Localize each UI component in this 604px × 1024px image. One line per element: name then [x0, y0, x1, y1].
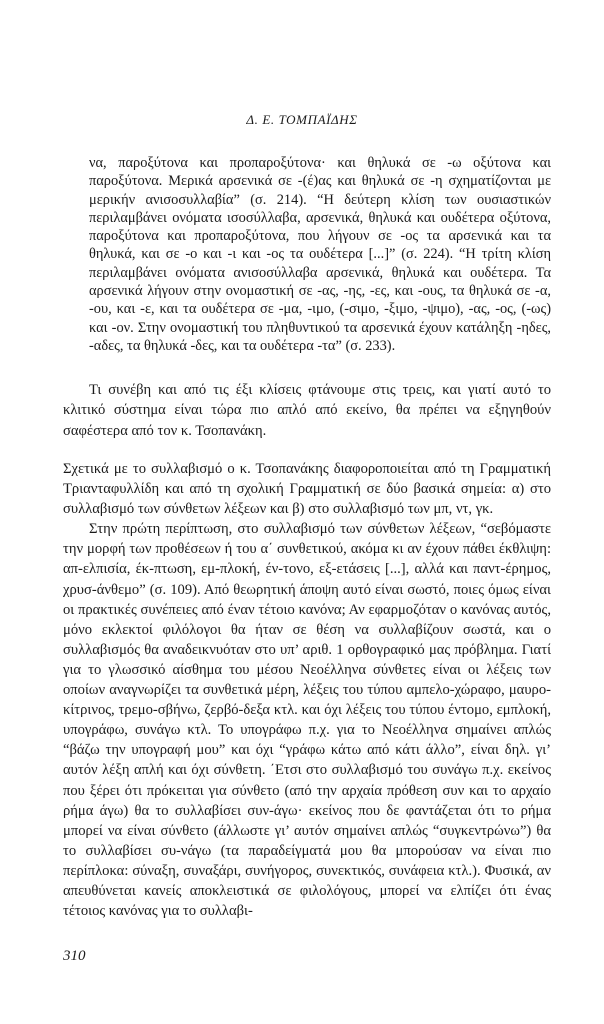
body-text-top [63, 380, 551, 441]
paragraph-3: Στην πρώτη περίπτωση, στο συλλαβισμό των σύνθετων λέξεων, “σεβόμαστε την μορφή των προθέσεων ή του α΄ συνθετικού, ακόμα κι αν έχουν πάθει έκθλιψη: απ-ελπισία, έκ-πτωση, εμ-πλοκή, έν-τονο, εξ-ετάσεις [...], αλλά και παντ-έρημος, χρυσ-άνθεμο” (σ. 109). Από θεωρητική άποψη αυτό είναι σωστό, ποιες όμως είναι οι πρακτικές συνέπειες από έναν τέτοιο κανόνα; Αν εφαρμοζόταν ο κανόνας αυτός, μόνο εκλεκτοί φιλόλογοι θα ήταν σε θέση να συλλαβίζουν σωστά, και ο συλλαβισμός θα αναδεικνυόταν στο υπ’ αριθ. 1 ορθογραφικό μας πρόβλημα. Γιατί για το γλωσσικό αίσθημα του μέσου Νεοέλληνα σύνθετες είναι οι λέξεις των οποίων αναγνωρίζει τα συνθετικά μέρη, λέξεις του τύπου αμπελο-χώραφο, μαυρο-κίτρινος, τρεμο-σβήνω, ζερβό-δεξα κτλ. και όχι λέξεις του τύπου έντομο, εμπλοκή, υπογράφω, συνάγω κτλ. Το υπογράφω π.χ. για το Νεοέλληνα σημαίνει απλώς “βάζω την υπογραφή μου” και όχι “γράφω κάτω από κάτι άλλο”, είναι δηλ. γι’ αυτόν λέξη απλή και όχι σύνθετη. ΄Ετσι στο συλλαβισμό του συνάγω π.χ. εκείνος που ξέρει ότι πρόκειται για σύνθετο (από την αρχαία πρόθεση συν και το αρχαίο ρήμα άγω) θα το συλλαβίσει συν-άγω· εκείνος που δε φαντάζεται ότι το ρήμα μπορεί να είναι σύνθετο (άλλωστε γι’ αυτόν σημαίνει απλώς “συγκεντρώνω”) θα το συλλαβίσει συ-νάγω (τα παραδείγματά μου θα μπορούσαν να είναι πιο περίπλοκα: σύναξη, συναξάρι, συνήγορος, συνεκτικός, συνάφεια κτλ.). Φυσικά, αν απευθύνεται κανείς αποκλειστικά σε φιλολόγους, μπορεί να ελπίζει ότι ένας τέτοιος κανόνας για το συλλαβι- [63, 521, 551, 920]
paragraph-2: Σχετικά με το συλλαβισμό ο κ. Τσοπανάκης διαφοροποιείται από τη Γραμματική Τριανταφυλλίδη και από τη σχολική Γραμματική σε δύο βασικά σημεία: α) στο συλλαβισμό των σύνθετων λέξεων και β) στο συλλαβισμό των μπ, ντ, γκ. [63, 461, 551, 518]
body-text-main [63, 459, 551, 921]
block-quote [89, 154, 551, 355]
running-header: Δ. Ε. ΤΟΜΠΑΪΔΗΣ [246, 112, 358, 127]
quote-paragraph: να, παροξύτονα και προπαροξύτονα· και θηλυκά σε -ω οξύτονα και παροξύτονα. Μερικά αρσενικά σε -(έ)ας και θηλυκά σε -η σχηματίζονται με μερικήν ανισοσυλλαβία” (σ. 214). “Η δεύτερη κλίση των ουσιαστικών περιλαμβάνει ονόματα ισοσύλλαβα, αρσενικά, θηλυκά και ουδέτερα οξύτονα, παροξύτονα και προπαροξύτονα, που λήγουν σε -ος τα αρσενικά και τα θηλυκά, και σε -ο και -ι και -ος τα ουδέτερα [...]” (σ. 224). “Η τρίτη κλίση περιλαμβάνει ονόματα ανισοσύλλαβα αρσενικά, θηλυκά και ουδέτερα. Τα αρσενικά λήγουν στην ονομαστική σε -ας, -ης, -ες, και -ους, τα θηλυκά σε -α, -ου, και -ε, και τα ουδέτερα σε -μα, -ιμο, (-σιμο, -ξιμο, -ψιμο), -ας, -ος, (-ως) και -ον. Στην ονομαστική του πληθυντικού τα αρσενικά έχουν κατάληξη -ηδες, -αδες, τα θηλυκά -δες, και τα ουδέτερα -τα” (σ. 233). [89, 155, 551, 354]
page-number: 310 [63, 948, 86, 964]
paragraph-1: Τι συνέβη και από τις έξι κλίσεις φτάνουμε στις τρεις, και γιατί αυτό το κλιτικό σύστημα είναι τώρα πιο απλό από εκείνο, θα πρέπει να εξηγηθούν σαφέστερα από τον κ. Τσοπανάκη. [63, 382, 551, 439]
